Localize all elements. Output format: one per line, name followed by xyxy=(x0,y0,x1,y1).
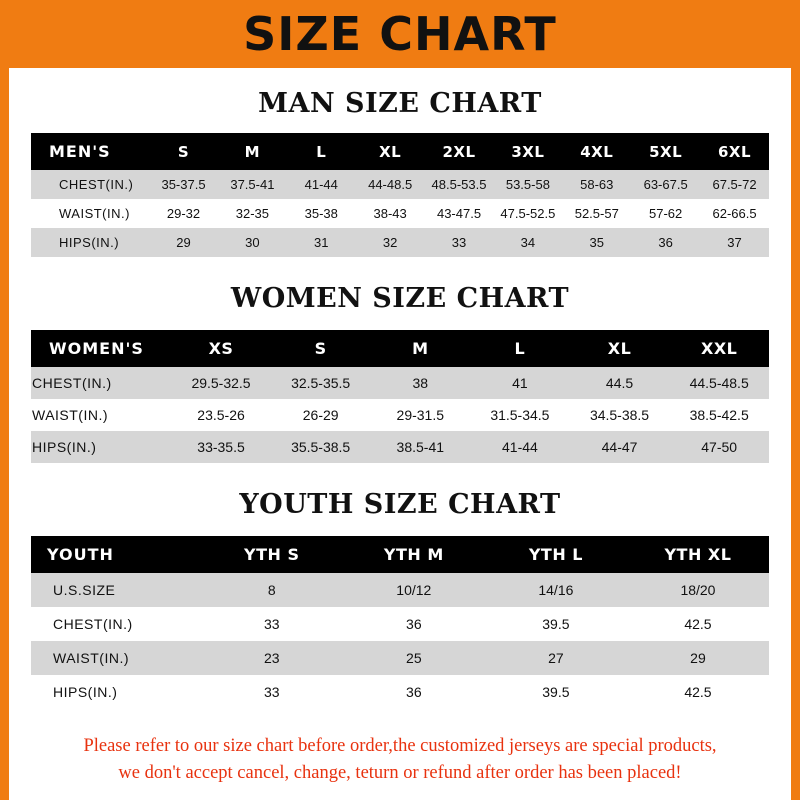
row-label: HIPS(IN.) xyxy=(31,675,201,709)
table-header-row xyxy=(31,330,769,367)
row-label: WAIST(IN.) xyxy=(31,399,171,431)
column-header: M xyxy=(370,330,470,367)
table-cell: 26-29 xyxy=(271,399,371,431)
table-cell: 58-63 xyxy=(562,170,631,199)
column-header: YTH S xyxy=(201,536,343,573)
women-size-table xyxy=(31,330,769,463)
table-cell: 37 xyxy=(700,228,769,257)
column-header: YTH M xyxy=(343,536,485,573)
table-cell: 8 xyxy=(201,573,343,607)
footer-note-line-1: Please refer to our size chart before order,the customized jerseys are special products, xyxy=(83,736,717,756)
youth-section-title: YOUTH SIZE CHART xyxy=(239,489,561,520)
footer-note xyxy=(31,733,769,787)
man-size-table xyxy=(31,133,769,257)
table-cell: 47.5-52.5 xyxy=(493,199,562,228)
table-cell: 35.5-38.5 xyxy=(271,431,371,463)
column-header: S xyxy=(271,330,371,367)
table-cell: 33 xyxy=(201,607,343,641)
column-header: L xyxy=(287,133,356,170)
column-header: XS xyxy=(171,330,271,367)
page-banner xyxy=(9,0,791,68)
column-header: YOUTH xyxy=(31,536,201,573)
table-cell: 29-32 xyxy=(149,199,218,228)
table-cell: 67.5-72 xyxy=(700,170,769,199)
table-row xyxy=(31,431,769,463)
table-cell: 44-48.5 xyxy=(356,170,425,199)
column-header: 5XL xyxy=(631,133,700,170)
table-cell: 36 xyxy=(343,607,485,641)
table-cell: 35-38 xyxy=(287,199,356,228)
row-label: WAIST(IN.) xyxy=(31,641,201,675)
table-header-row xyxy=(31,133,769,170)
table-row xyxy=(31,641,769,675)
table-row xyxy=(31,170,769,199)
table-cell: 32.5-35.5 xyxy=(271,367,371,399)
page-title: SIZE CHART xyxy=(243,7,557,61)
row-label: HIPS(IN.) xyxy=(31,228,149,257)
column-header: 3XL xyxy=(493,133,562,170)
table-cell: 36 xyxy=(343,675,485,709)
table-cell: 30 xyxy=(218,228,287,257)
table-cell: 27 xyxy=(485,641,627,675)
man-section-title: MAN SIZE CHART xyxy=(258,88,542,119)
row-label: CHEST(IN.) xyxy=(31,170,149,199)
table-cell: 33 xyxy=(425,228,494,257)
table-cell: 29-31.5 xyxy=(370,399,470,431)
table-cell: 43-47.5 xyxy=(425,199,494,228)
table-cell: 33 xyxy=(201,675,343,709)
column-header: 2XL xyxy=(425,133,494,170)
row-label: WAIST(IN.) xyxy=(31,199,149,228)
table-cell: 41 xyxy=(470,367,570,399)
table-cell: 53.5-58 xyxy=(493,170,562,199)
table-cell: 44.5-48.5 xyxy=(669,367,769,399)
table-cell: 44-47 xyxy=(570,431,670,463)
column-header: YTH XL xyxy=(627,536,769,573)
table-row xyxy=(31,573,769,607)
table-cell: 37.5-41 xyxy=(218,170,287,199)
table-cell: 38.5-41 xyxy=(370,431,470,463)
row-label: U.S.SIZE xyxy=(31,573,201,607)
column-header: XL xyxy=(356,133,425,170)
column-header: S xyxy=(149,133,218,170)
table-cell: 52.5-57 xyxy=(562,199,631,228)
table-cell: 35 xyxy=(562,228,631,257)
youth-size-table xyxy=(31,536,769,709)
column-header: XL xyxy=(570,330,670,367)
table-cell: 34.5-38.5 xyxy=(570,399,670,431)
table-cell: 29.5-32.5 xyxy=(171,367,271,399)
table-cell: 23.5-26 xyxy=(171,399,271,431)
row-label: CHEST(IN.) xyxy=(31,367,171,399)
table-row xyxy=(31,199,769,228)
table-cell: 35-37.5 xyxy=(149,170,218,199)
table-cell: 63-67.5 xyxy=(631,170,700,199)
column-header: XXL xyxy=(669,330,769,367)
table-cell: 14/16 xyxy=(485,573,627,607)
table-header-row xyxy=(31,536,769,573)
column-header: L xyxy=(470,330,570,367)
table-cell: 62-66.5 xyxy=(700,199,769,228)
column-header: MEN'S xyxy=(31,133,149,170)
women-section-title: WOMEN SIZE CHART xyxy=(230,283,570,314)
table-cell: 41-44 xyxy=(287,170,356,199)
table-cell: 42.5 xyxy=(627,607,769,641)
column-header: 6XL xyxy=(700,133,769,170)
table-cell: 31 xyxy=(287,228,356,257)
table-cell: 31.5-34.5 xyxy=(470,399,570,431)
table-cell: 44.5 xyxy=(570,367,670,399)
table-cell: 47-50 xyxy=(669,431,769,463)
row-label: HIPS(IN.) xyxy=(31,431,171,463)
table-cell: 39.5 xyxy=(485,675,627,709)
column-header: M xyxy=(218,133,287,170)
table-row xyxy=(31,607,769,641)
table-cell: 39.5 xyxy=(485,607,627,641)
table-row xyxy=(31,399,769,431)
table-cell: 18/20 xyxy=(627,573,769,607)
column-header: WOMEN'S xyxy=(31,330,171,367)
table-cell: 48.5-53.5 xyxy=(425,170,494,199)
table-cell: 34 xyxy=(493,228,562,257)
column-header: YTH L xyxy=(485,536,627,573)
table-cell: 41-44 xyxy=(470,431,570,463)
table-cell: 38.5-42.5 xyxy=(669,399,769,431)
table-row xyxy=(31,367,769,399)
table-cell: 38-43 xyxy=(356,199,425,228)
table-cell: 57-62 xyxy=(631,199,700,228)
table-row xyxy=(31,675,769,709)
table-cell: 29 xyxy=(149,228,218,257)
column-header: 4XL xyxy=(562,133,631,170)
table-cell: 32-35 xyxy=(218,199,287,228)
table-cell: 33-35.5 xyxy=(171,431,271,463)
chart-content xyxy=(9,88,791,787)
table-cell: 29 xyxy=(627,641,769,675)
table-cell: 10/12 xyxy=(343,573,485,607)
table-row xyxy=(31,228,769,257)
table-cell: 32 xyxy=(356,228,425,257)
table-cell: 38 xyxy=(370,367,470,399)
table-cell: 23 xyxy=(201,641,343,675)
footer-note-line-2: we don't accept cancel, change, teturn or refund after order has been placed! xyxy=(118,762,682,783)
table-cell: 25 xyxy=(343,641,485,675)
table-cell: 36 xyxy=(631,228,700,257)
table-cell: 42.5 xyxy=(627,675,769,709)
row-label: CHEST(IN.) xyxy=(31,607,201,641)
